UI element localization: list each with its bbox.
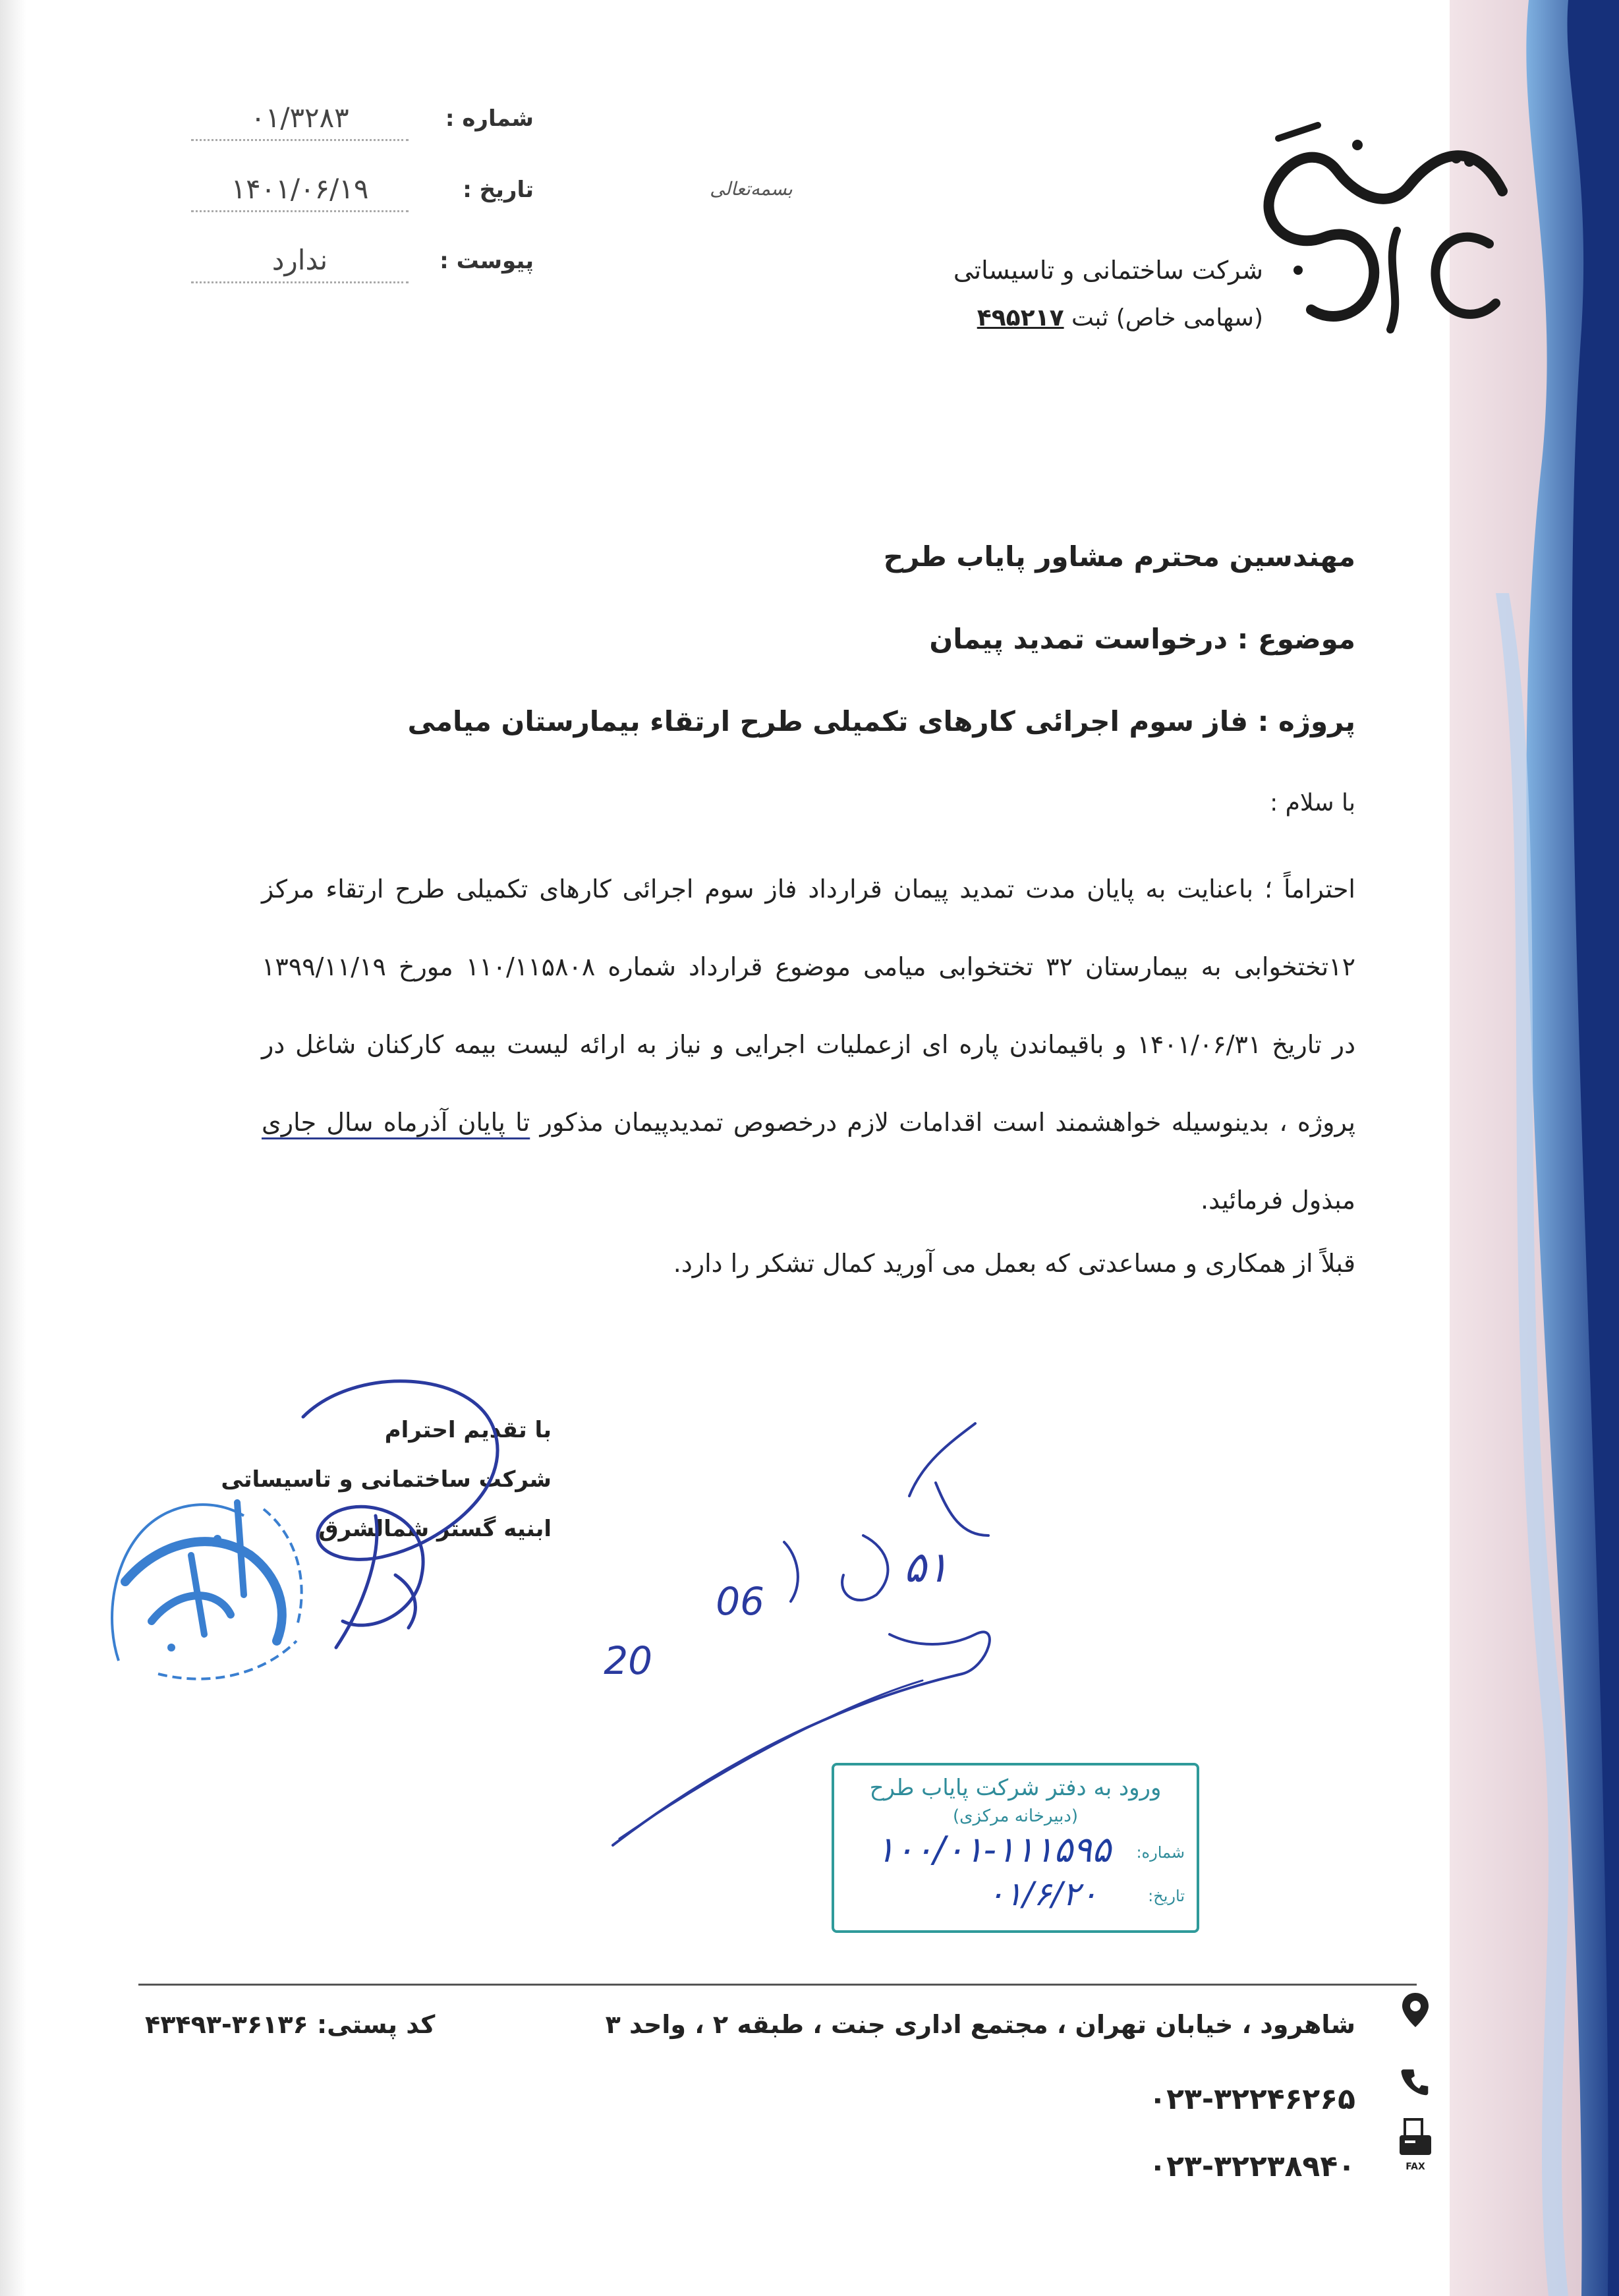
body-line-3: در تاریخ ۱۴۰۱/۰۶/۳۱ و باقیماندن پاره ای ازعملیات اجرایی و نیاز به ارائه لیست بیمه کارکنان شاغل در bbox=[262, 1030, 1355, 1059]
sender-regards: با تقدیم احترام bbox=[384, 1417, 552, 1443]
footer-phone-number: ۰۲۳-۳۲۲۴۶۲۶۵ bbox=[1149, 2082, 1355, 2116]
body-line-2: ۱۲تختخوابی به بیمارستان ۳۲ تختخوابی میامی موضوع قرارداد شماره ۱۱۰/۱۱۵۸۰۸ مورخ ۱۳۹۹/۱۱/۱۹ bbox=[262, 952, 1356, 981]
footer-divider bbox=[138, 1984, 1417, 1986]
letter-body bbox=[262, 850, 1355, 1239]
addressee: مهندسین محترم مشاور پایاب طرح bbox=[883, 540, 1355, 573]
greeting: با سلام : bbox=[1270, 789, 1355, 817]
company-logo bbox=[1239, 99, 1529, 376]
receipt-number-label: شماره: bbox=[1136, 1843, 1185, 1862]
body-line-4 bbox=[262, 1083, 1355, 1161]
letter-date-label: تاریخ : bbox=[463, 177, 534, 203]
sender-company-name: ابنیه گستر شمالشرق bbox=[318, 1516, 552, 1542]
fax-icon bbox=[1396, 2115, 1435, 2175]
letter-number-label: شماره : bbox=[445, 105, 534, 132]
registration-number: ۴۹۵۲۱۷ bbox=[977, 304, 1064, 331]
closing-sentence: قبلاً از همکاری و مساعدتی که بعمل می آورید کمال تشکر را دارد. bbox=[673, 1249, 1355, 1278]
handwritten-signature bbox=[264, 1358, 540, 1687]
body-line-1: احتراماً ؛ باعنایت به پایان مدت تمدید پیمان قرارداد فاز سوم اجرائی کارهای تکمیلی طرح ارتقاء مرکز bbox=[262, 875, 1355, 904]
handwritten-number-51: ۵۱ bbox=[903, 1543, 949, 1592]
body-line-5: مبذول فرمائید. bbox=[1201, 1186, 1355, 1215]
company-legal-form: (سهامی خاص) ثبت bbox=[1071, 304, 1263, 331]
letter-number-value: ۰۱/۳۲۸۳ bbox=[191, 101, 409, 141]
receipt-stamp bbox=[832, 1763, 1199, 1933]
footer-postal-code bbox=[145, 2010, 435, 2039]
location-pin-icon bbox=[1396, 1990, 1435, 2030]
sender-company-type: شرکت ساختمانی و تاسیساتی bbox=[221, 1466, 552, 1493]
footer-fax-number: ۰۲۳-۳۲۲۳۸۹۴۰ bbox=[1149, 2150, 1355, 2183]
postal-code-label: کد پستی: bbox=[316, 2010, 436, 2039]
receipt-stamp-title: ورود به دفتر شرکت پایاب طرح bbox=[869, 1775, 1162, 1801]
attachment-value: ندارد bbox=[191, 244, 409, 283]
bismillah-heading: بسمه‌تعالی bbox=[710, 178, 793, 200]
receipt-number-value: ۱۰۰/۰۱-۱۱۱۵۹۵ bbox=[876, 1829, 1111, 1870]
handwritten-number-06: 06 bbox=[716, 1579, 764, 1624]
receipt-stamp-subtitle: (دبیرخانه مرکزی) bbox=[952, 1806, 1079, 1826]
letter-date-value: ۱۴۰۱/۰۶/۱۹ bbox=[191, 173, 409, 212]
body-line-4-underlined: تا پایان آذرماه سال جاری bbox=[262, 1108, 530, 1137]
attachment-row bbox=[165, 244, 534, 294]
letter-date-row bbox=[165, 173, 534, 223]
footer-address: شاهرود ، خیابان تهران ، مجتمع اداری جنت ، طبقه ۲ ، واحد ۳ bbox=[605, 2010, 1355, 2039]
scan-edge bbox=[0, 0, 26, 2296]
receipt-date-label: تاریخ: bbox=[1148, 1887, 1185, 1905]
project-line: پروژه : فاز سوم اجرائی کارهای تکمیلی طرح ارتقاء بیمارستان میامی bbox=[407, 705, 1355, 737]
handwritten-number-20: 20 bbox=[604, 1638, 652, 1683]
attachment-label: پیوست : bbox=[440, 248, 534, 274]
fax-icon-label: FAX bbox=[1406, 2162, 1425, 2172]
company-type: شرکت ساختمانی و تاسیساتی bbox=[953, 256, 1263, 285]
postal-code-value: ۳۶۱۳۶-۴۳۴۹۳ bbox=[145, 2010, 308, 2039]
phone-icon bbox=[1396, 2063, 1435, 2102]
body-line-4-text: پروژه ، بدینوسیله خواهشمند است اقدامات لازم درخصوص تمدیدپیمان مذکور bbox=[530, 1108, 1356, 1137]
receipt-date-value: ۰۱/۶/۲۰ bbox=[987, 1875, 1098, 1913]
letter-number-row bbox=[165, 101, 534, 152]
company-registration bbox=[977, 304, 1263, 331]
subject-line: موضوع : درخواست تمدید پیمان bbox=[929, 623, 1355, 655]
